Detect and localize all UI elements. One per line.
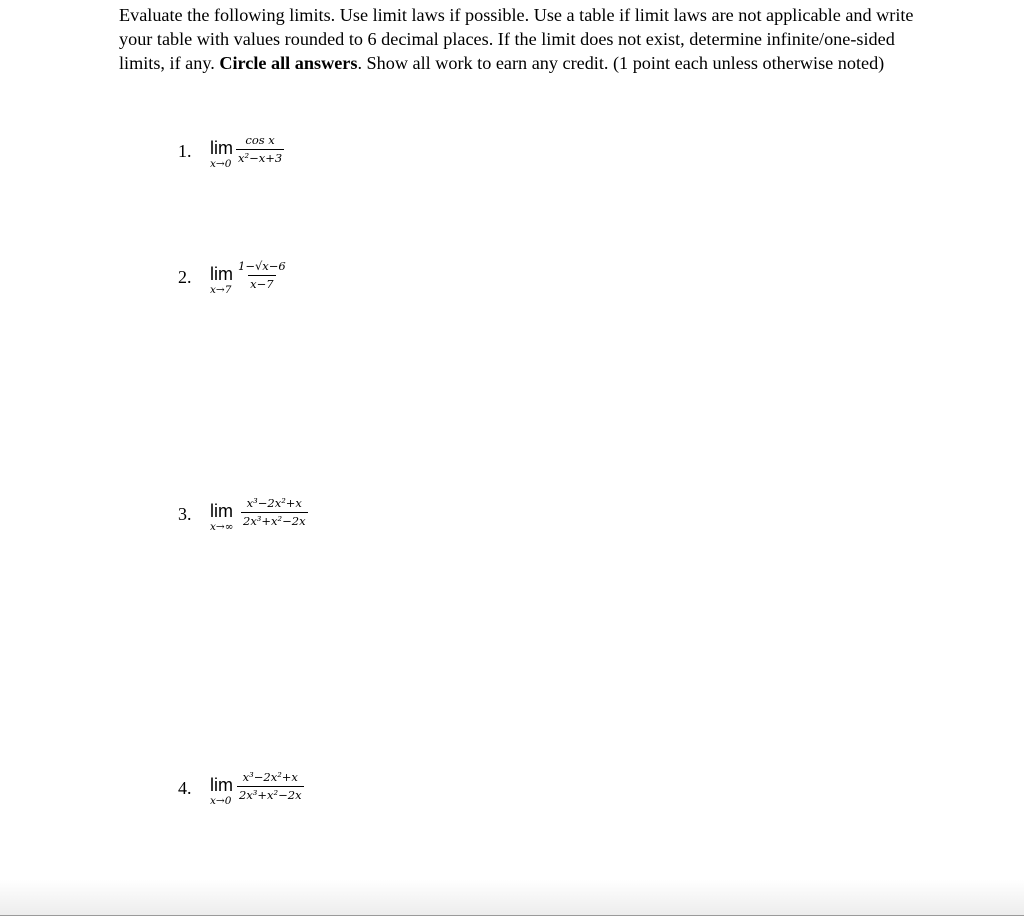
problem-number: 2. — [178, 267, 192, 287]
lim-operator: lim — [210, 775, 233, 795]
denominator: x²−x+3 — [238, 151, 283, 165]
fraction — [236, 134, 284, 165]
lim-operator: lim — [210, 138, 233, 158]
instructions-text: Evaluate the following limits. Use limit laws if possible. Use a table if limit laws are not applicable and write your table with values rounded to 6 decimal places. If the limit does not exist, determine infinite/one-sided limits, if any. — [119, 5, 914, 73]
lim-subscript: x→0 — [210, 158, 232, 170]
lim-subscript: x→0 — [210, 795, 232, 807]
fraction — [237, 771, 304, 802]
problem-2 — [178, 260, 478, 300]
problem-number: 3. — [178, 504, 192, 524]
denominator: 2x³+x²−2x — [243, 514, 306, 528]
problem-4 — [178, 771, 478, 811]
instructions-text-end: . Show all work to earn any credit. (1 point each unless otherwise noted) — [357, 53, 885, 73]
lim-operator: lim — [210, 264, 233, 284]
denominator: 2x³+x²−2x — [239, 788, 302, 802]
problem-number: 1. — [178, 141, 192, 161]
instructions-bold-text: Circle all answers — [219, 53, 358, 73]
lim-operator: lim — [210, 501, 233, 521]
instructions-paragraph — [119, 3, 919, 75]
denominator: x−7 — [250, 277, 274, 291]
problem-3 — [178, 497, 478, 537]
lim-subscript: x→∞ — [210, 521, 234, 533]
lim-subscript: x→7 — [210, 284, 232, 296]
page-bottom-edge — [0, 880, 1024, 916]
fraction — [236, 260, 288, 291]
problem-number: 4. — [178, 778, 192, 798]
numerator: x³−2x²+x — [246, 496, 302, 510]
fraction — [241, 497, 308, 528]
numerator: 1−√x−6 — [238, 259, 286, 273]
problem-1 — [178, 134, 478, 174]
numerator: cos x — [245, 133, 275, 147]
numerator: x³−2x²+x — [242, 770, 298, 784]
